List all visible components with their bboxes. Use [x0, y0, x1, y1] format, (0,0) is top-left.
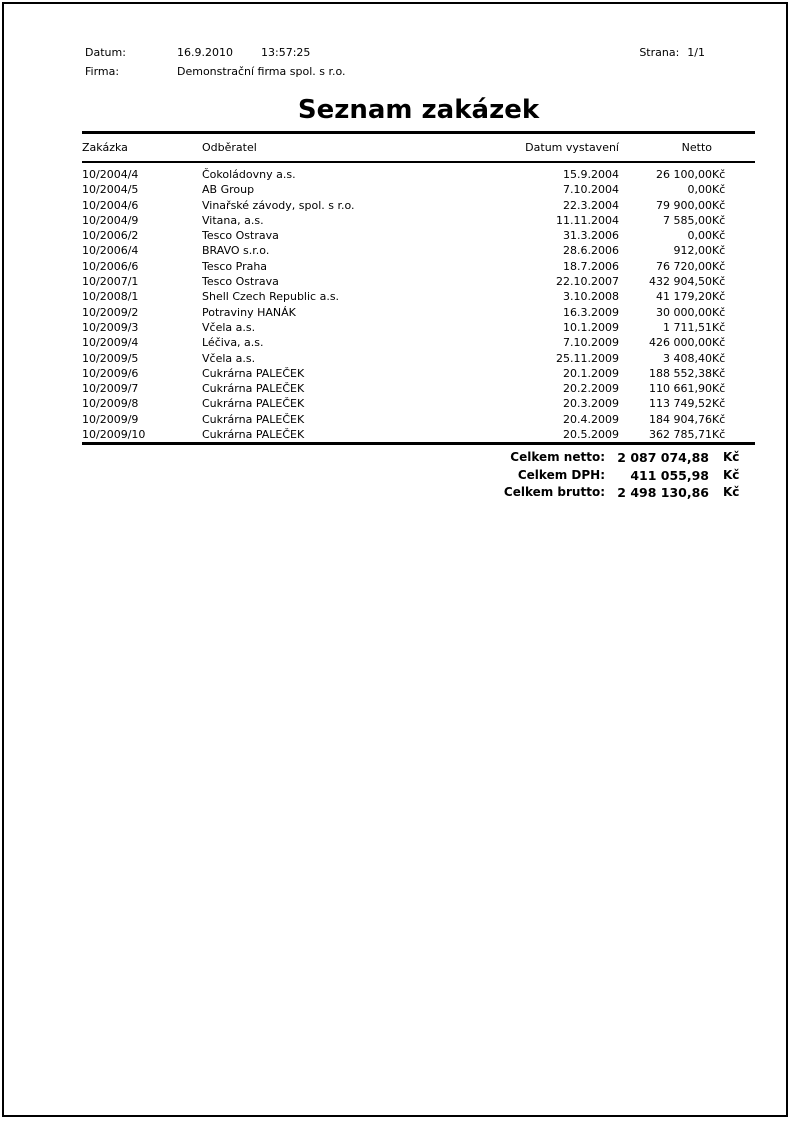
- issue-date: 7.10.2009: [563, 336, 619, 350]
- table-row: [82, 274, 755, 289]
- issue-date: 3.10.2008: [563, 290, 619, 304]
- table-body: [82, 162, 755, 444]
- report-page: [2, 2, 788, 1117]
- issue-date: 20.5.2009: [563, 428, 619, 442]
- order-number: 10/2007/1: [82, 275, 139, 289]
- netto-amount: 30 000,00: [656, 305, 712, 319]
- order-number: 10/2009/6: [82, 366, 139, 380]
- date-value: 16.9.2010: [177, 46, 233, 59]
- netto-amount: 184 904,76: [649, 412, 712, 426]
- order-number: 10/2006/6: [82, 259, 139, 273]
- column-header-zakazka: Zakázka: [82, 133, 202, 163]
- column-header-currency: [712, 133, 755, 163]
- netto-amount: 426 000,00: [649, 336, 712, 350]
- order-number: 10/2004/6: [82, 198, 139, 212]
- issue-date: 28.6.2006: [563, 244, 619, 258]
- currency-label: Kč: [712, 244, 726, 258]
- customer-name: Vitana, a.s.: [202, 213, 264, 227]
- order-number: 10/2009/9: [82, 412, 139, 426]
- column-header-netto: Netto: [619, 133, 712, 163]
- order-number: 10/2009/2: [82, 305, 139, 319]
- table-row: [82, 162, 755, 182]
- customer-name: Potraviny HANÁK: [202, 305, 296, 319]
- customer-name: Včela a.s.: [202, 351, 256, 365]
- issue-date: 20.2.2009: [563, 382, 619, 396]
- customer-name: BRAVO s.r.o.: [202, 244, 270, 258]
- currency-label: Kč: [712, 168, 726, 181]
- customer-name: Cukrárna PALEČEK: [202, 412, 305, 426]
- order-number: 10/2008/1: [82, 290, 139, 304]
- table-row: [82, 412, 755, 427]
- customer-name: Tesco Praha: [202, 259, 268, 273]
- page-indicator: [639, 46, 705, 59]
- date-label: Datum:: [85, 46, 126, 59]
- table-row: [82, 182, 755, 197]
- issue-date: 20.3.2009: [563, 397, 619, 411]
- order-number: 10/2009/4: [82, 336, 139, 350]
- orders-table: [82, 131, 755, 445]
- customer-name: Shell Czech Republic a.s.: [202, 290, 340, 304]
- currency-label: Kč: [712, 428, 726, 442]
- currency-label: Kč: [712, 198, 726, 212]
- table-row: [82, 213, 755, 228]
- order-number: 10/2006/4: [82, 244, 139, 258]
- total-row: [82, 468, 755, 486]
- issue-date: 15.9.2004: [563, 168, 619, 181]
- currency-label: Kč: [712, 320, 726, 334]
- table-row: [82, 198, 755, 213]
- total-row: [82, 450, 755, 468]
- issue-date: 18.7.2006: [563, 259, 619, 273]
- issue-date: 31.3.2006: [563, 229, 619, 243]
- currency-label: Kč: [712, 397, 726, 411]
- order-number: 10/2004/4: [82, 168, 139, 181]
- issue-date: 22.10.2007: [556, 275, 619, 289]
- netto-amount: 7 585,00: [663, 213, 712, 227]
- total-label: Celkem DPH:: [517, 467, 605, 482]
- order-number: 10/2009/8: [82, 397, 139, 411]
- netto-amount: 41 179,20: [656, 290, 712, 304]
- order-number: 10/2004/9: [82, 213, 139, 227]
- currency-label: Kč: [712, 336, 726, 350]
- customer-name: Cukrárna PALEČEK: [202, 366, 305, 380]
- table-row: [82, 259, 755, 274]
- netto-amount: 113 749,52: [649, 397, 712, 411]
- customer-name: Čokoládovny a.s.: [202, 168, 296, 181]
- netto-amount: 0,00: [687, 183, 712, 197]
- netto-amount: 26 100,00: [656, 168, 712, 181]
- firm-value: Demonstrační firma spol. s r.o.: [177, 65, 346, 78]
- issue-date: 20.4.2009: [563, 412, 619, 426]
- netto-amount: 79 900,00: [656, 198, 712, 212]
- netto-amount: 76 720,00: [656, 259, 712, 273]
- table-row: [82, 427, 755, 444]
- table-row: [82, 243, 755, 258]
- total-label: Celkem netto:: [510, 450, 605, 464]
- netto-amount: 912,00: [673, 244, 712, 258]
- order-number: 10/2004/5: [82, 183, 139, 197]
- total-value: 2 087 074,88: [617, 450, 709, 465]
- currency-label: Kč: [712, 213, 726, 227]
- order-number: 10/2006/2: [82, 229, 139, 243]
- issue-date: 10.1.2009: [563, 320, 619, 334]
- total-label: Celkem brutto:: [503, 485, 605, 500]
- table-row: [82, 381, 755, 396]
- total-currency-label: Kč: [723, 467, 740, 482]
- currency-label: Kč: [712, 275, 726, 289]
- netto-amount: 362 785,71: [649, 428, 712, 442]
- table-row: [82, 289, 755, 304]
- currency-label: Kč: [712, 382, 726, 396]
- firm-label: Firma:: [85, 65, 120, 78]
- currency-label: Kč: [712, 305, 726, 319]
- column-header-odberatel: Odběratel: [202, 133, 498, 163]
- page-number: 1/1: [687, 46, 705, 59]
- page-title: Seznam zakázek: [297, 95, 540, 125]
- issue-date: 11.11.2004: [556, 213, 619, 227]
- time-value: 13:57:25: [261, 46, 311, 59]
- currency-label: Kč: [712, 259, 726, 273]
- total-currency-label: Kč: [723, 450, 740, 464]
- totals-section: [82, 450, 755, 503]
- table-row: [82, 305, 755, 320]
- customer-name: AB Group: [202, 183, 255, 197]
- issue-date: 16.3.2009: [563, 305, 619, 319]
- currency-label: Kč: [712, 412, 726, 426]
- order-number: 10/2009/7: [82, 382, 139, 396]
- total-currency-label: Kč: [723, 485, 740, 500]
- customer-name: Vinařské závody, spol. s r.o.: [202, 198, 355, 212]
- table-row: [82, 396, 755, 411]
- issue-date: 20.1.2009: [563, 366, 619, 380]
- currency-label: Kč: [712, 229, 726, 243]
- netto-amount: 188 552,38: [649, 366, 712, 380]
- currency-label: Kč: [712, 290, 726, 304]
- netto-amount: 432 904,50: [649, 275, 712, 289]
- total-row: [82, 485, 755, 503]
- customer-name: Léčiva, a.s.: [202, 336, 264, 350]
- customer-name: Cukrárna PALEČEK: [202, 428, 305, 442]
- currency-label: Kč: [712, 183, 726, 197]
- column-header-datum: Datum vystavení: [498, 133, 619, 163]
- netto-amount: 110 661,90: [649, 382, 712, 396]
- order-number: 10/2009/5: [82, 351, 139, 365]
- customer-name: Cukrárna PALEČEK: [202, 397, 305, 411]
- netto-amount: 0,00: [687, 229, 712, 243]
- table-row: [82, 228, 755, 243]
- currency-label: Kč: [712, 366, 726, 380]
- customer-name: Včela a.s.: [202, 320, 256, 334]
- total-value: 2 498 130,86: [617, 485, 709, 501]
- page-label: Strana:: [639, 46, 680, 59]
- customer-name: Tesco Ostrava: [202, 275, 279, 289]
- currency-label: Kč: [712, 351, 726, 365]
- issue-date: 25.11.2009: [556, 351, 619, 365]
- netto-amount: 3 408,40: [663, 351, 712, 365]
- customer-name: Tesco Ostrava: [202, 229, 279, 243]
- customer-name: Cukrárna PALEČEK: [202, 382, 305, 396]
- table-row: [82, 320, 755, 335]
- netto-amount: 1 711,51: [663, 320, 712, 334]
- total-value: 411 055,98: [630, 467, 709, 483]
- order-number: 10/2009/3: [82, 320, 139, 334]
- table-header: [82, 133, 755, 163]
- table-row: [82, 335, 755, 350]
- table-row: [82, 351, 755, 366]
- issue-date: 22.3.2004: [563, 198, 619, 212]
- table-row: [82, 366, 755, 381]
- issue-date: 7.10.2004: [563, 183, 619, 197]
- report-content: [82, 4, 755, 1115]
- order-number: 10/2009/10: [82, 428, 146, 442]
